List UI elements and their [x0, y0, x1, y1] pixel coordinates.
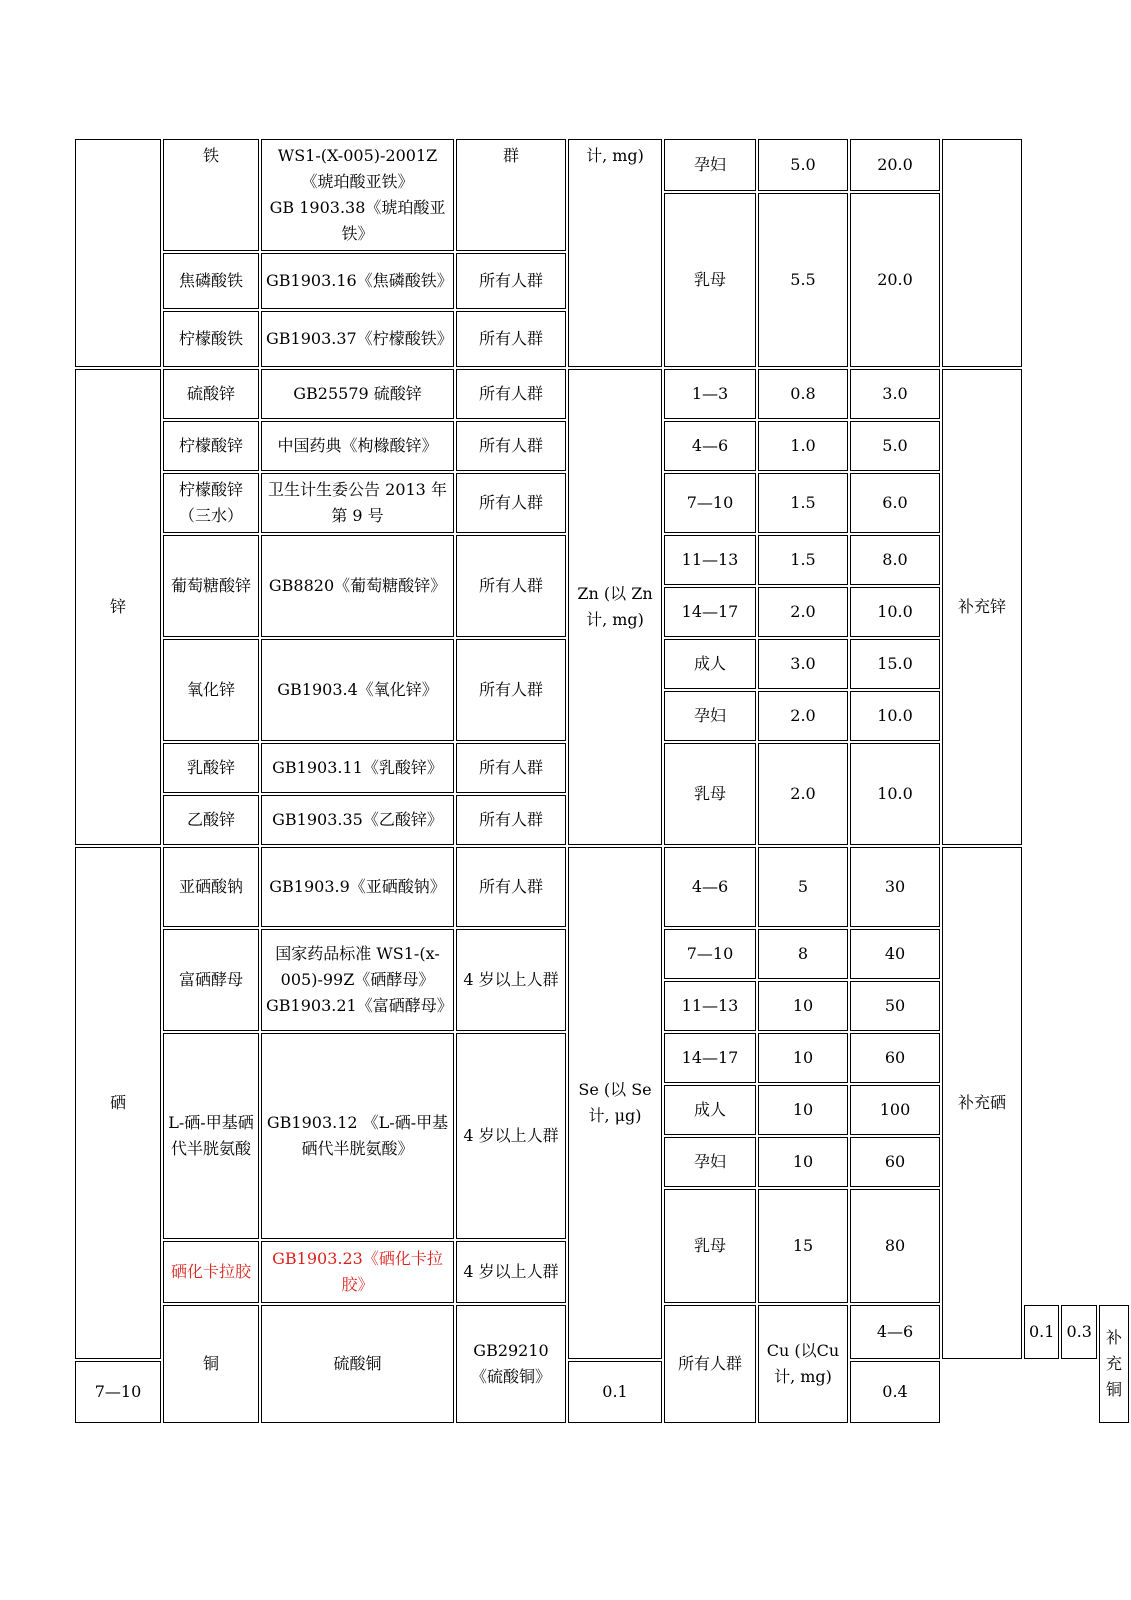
max-cell: 100 — [850, 1085, 940, 1135]
compound-cell: 乙酸锌 — [163, 795, 259, 845]
min-cell: 2.0 — [758, 743, 848, 845]
compound-cell: 葡萄糖酸锌 — [163, 535, 259, 637]
max-cell: 80 — [850, 1189, 940, 1303]
standard-cell: GB1903.12 《L-硒-甲基硒代半胱氨酸》 — [261, 1033, 454, 1239]
age-cell: 11—13 — [664, 535, 756, 585]
compound-cell: 氧化锌 — [163, 639, 259, 741]
max-cell: 20.0 — [850, 139, 940, 191]
nutrient-fortification-table — [73, 137, 1131, 1425]
population-cell: 所有人群 — [456, 535, 566, 637]
population-cell: 4 岁以上人群 — [456, 1033, 566, 1239]
standard-cell-highlighted: GB1903.23《硒化卡拉胶》 — [261, 1241, 454, 1303]
standard-line: 《琥珀酸亚铁》 — [301, 172, 414, 191]
max-cell: 50 — [850, 981, 940, 1031]
min-cell: 1.5 — [758, 473, 848, 533]
standard-cell: GB8820《葡萄糖酸锌》 — [261, 535, 454, 637]
max-cell: 30 — [850, 847, 940, 927]
min-cell: 0.8 — [758, 369, 848, 419]
population-cell: 所有人群 — [456, 795, 566, 845]
population-cell: 所有人群 — [456, 639, 566, 741]
nutrient-cell-zinc: 锌 — [75, 369, 161, 845]
age-cell: 11—13 — [664, 981, 756, 1031]
nutrient-cell-copper: 铜 — [163, 1305, 259, 1423]
age-cell: 孕妇 — [664, 1137, 756, 1187]
age-cell: 孕妇 — [664, 139, 756, 191]
max-cell: 20.0 — [850, 193, 940, 367]
age-cell: 14—17 — [664, 1033, 756, 1083]
age-cell: 1—3 — [664, 369, 756, 419]
purpose-cell: 补充锌 — [942, 369, 1022, 845]
age-cell: 孕妇 — [664, 691, 756, 741]
max-cell: 60 — [850, 1137, 940, 1187]
age-cell: 成人 — [664, 1085, 756, 1135]
standard-cell: 国家药品标准 WS1-(x-005)-99Z《硒酵母》 GB1903.21《富硒酵母》 — [261, 929, 454, 1031]
compound-cell: 硫酸锌 — [163, 369, 259, 419]
population-cell: 所有人群 — [456, 369, 566, 419]
compound-cell: 硫酸铜 — [261, 1305, 454, 1423]
population-cell: 4 岁以上人群 — [456, 929, 566, 1031]
min-cell: 0.1 — [568, 1361, 662, 1423]
age-cell: 乳母 — [664, 193, 756, 367]
age-cell: 14—17 — [664, 587, 756, 637]
purpose-cell: 补充硒 — [942, 847, 1022, 1359]
age-cell: 4—6 — [850, 1305, 940, 1359]
min-cell: 3.0 — [758, 639, 848, 689]
age-cell: 成人 — [664, 639, 756, 689]
nutrient-cell-selenium: 硒 — [75, 847, 161, 1359]
min-cell: 10 — [758, 981, 848, 1031]
max-cell: 0.4 — [850, 1361, 940, 1423]
standard-cell: GB1903.9《亚硒酸钠》 — [261, 847, 454, 927]
unit-cell: Se (以 Se 计, μg) — [568, 847, 662, 1359]
min-cell: 2.0 — [758, 691, 848, 741]
standard-cell — [261, 139, 454, 251]
max-cell: 8.0 — [850, 535, 940, 585]
max-cell: 6.0 — [850, 473, 940, 533]
standard-cell: GB1903.37《柠檬酸铁》 — [261, 311, 454, 367]
min-cell: 10 — [758, 1085, 848, 1135]
min-cell: 10 — [758, 1033, 848, 1083]
max-cell: 10.0 — [850, 743, 940, 845]
population-cell: 所有人群 — [456, 311, 566, 367]
min-cell: 8 — [758, 929, 848, 979]
age-cell: 4—6 — [664, 847, 756, 927]
min-cell: 1.5 — [758, 535, 848, 585]
compound-cell-highlighted: 硒化卡拉胶 — [163, 1241, 259, 1303]
min-cell: 5 — [758, 847, 848, 927]
min-cell: 1.0 — [758, 421, 848, 471]
standard-cell: GB1903.16《焦磷酸铁》 — [261, 253, 454, 309]
min-cell: 5.5 — [758, 193, 848, 367]
standard-cell: GB29210《硫酸铜》 — [456, 1305, 566, 1423]
nutrient-cell-iron — [75, 139, 161, 367]
purpose-cell — [942, 139, 1022, 367]
unit-cell: Cu (以Cu计, mg) — [758, 1305, 848, 1423]
population-cell: 所有人群 — [456, 743, 566, 793]
population-cell: 所有人群 — [456, 473, 566, 533]
age-cell: 4—6 — [664, 421, 756, 471]
population-cell: 所有人群 — [456, 253, 566, 309]
compound-cell: 铁 — [163, 139, 259, 251]
min-cell: 15 — [758, 1189, 848, 1303]
max-cell: 15.0 — [850, 639, 940, 689]
age-cell: 7—10 — [664, 929, 756, 979]
compound-cell: 亚硒酸钠 — [163, 847, 259, 927]
standard-line: 铁》 — [341, 224, 374, 243]
compound-cell: 富硒酵母 — [163, 929, 259, 1031]
compound-cell: L-硒-甲基硒代半胱氨酸 — [163, 1033, 259, 1239]
compound-cell: 柠檬酸铁 — [163, 311, 259, 367]
age-cell: 7—10 — [664, 473, 756, 533]
standard-cell: 卫生计生委公告 2013 年第 9 号 — [261, 473, 454, 533]
max-cell: 5.0 — [850, 421, 940, 471]
population-cell: 所有人群 — [456, 421, 566, 471]
standard-cell: GB1903.11《乳酸锌》 — [261, 743, 454, 793]
min-cell: 2.0 — [758, 587, 848, 637]
standard-line: GB 1903.38《琥珀酸亚 — [269, 198, 446, 217]
population-cell: 4 岁以上人群 — [456, 1241, 566, 1303]
age-cell: 乳母 — [664, 743, 756, 845]
compound-cell: 柠檬酸锌 — [163, 421, 259, 471]
population-cell: 所有人群 — [664, 1305, 756, 1423]
standard-cell: GB1903.35《乙酸锌》 — [261, 795, 454, 845]
max-cell: 10.0 — [850, 691, 940, 741]
max-cell: 60 — [850, 1033, 940, 1083]
compound-cell: 乳酸锌 — [163, 743, 259, 793]
max-cell: 0.3 — [1061, 1305, 1096, 1359]
min-cell: 0.1 — [1024, 1305, 1059, 1359]
max-cell: 3.0 — [850, 369, 940, 419]
age-cell: 7—10 — [75, 1361, 161, 1423]
standard-line: WS1-(X-005)-2001Z — [277, 146, 438, 165]
min-cell: 10 — [758, 1137, 848, 1187]
max-cell: 40 — [850, 929, 940, 979]
max-cell: 10.0 — [850, 587, 940, 637]
standard-cell: GB1903.4《氧化锌》 — [261, 639, 454, 741]
population-cell: 群 — [456, 139, 566, 251]
standard-cell: 中国药典《枸橼酸锌》 — [261, 421, 454, 471]
min-cell: 5.0 — [758, 139, 848, 191]
compound-cell: 柠檬酸锌（三水） — [163, 473, 259, 533]
compound-cell: 焦磷酸铁 — [163, 253, 259, 309]
purpose-cell: 补充铜 — [1099, 1305, 1129, 1423]
unit-cell: Zn (以 Zn 计, mg) — [568, 369, 662, 845]
standard-cell: GB25579 硫酸锌 — [261, 369, 454, 419]
population-cell: 所有人群 — [456, 847, 566, 927]
age-cell: 乳母 — [664, 1189, 756, 1303]
unit-cell: 计, mg) — [568, 139, 662, 367]
